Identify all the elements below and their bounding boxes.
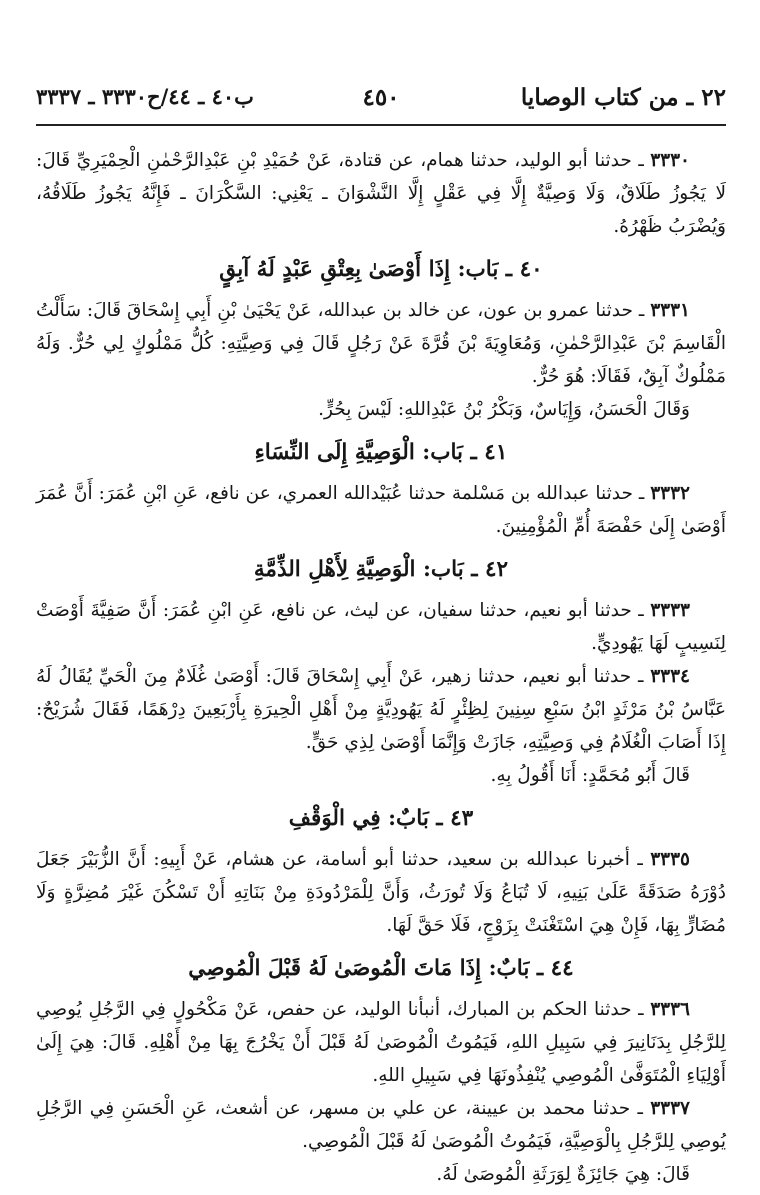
page-number: ٤٥٠ xyxy=(362,84,400,111)
chapter-heading: ٤٣ ـ بَابٌ: فِي الْوَقْفِ xyxy=(288,806,474,831)
hadith-paragraph xyxy=(36,594,726,660)
hadith-number: ٣٣٣٦ xyxy=(650,999,690,1020)
paragraph-text: ـ أخبرنا عبدالله بن سعيد، حدثنا أبو أسامة، عن هشام، عَنْ أَبِيهِ: أَنَّ الزُّبَيْرَ جَعَلَ دُوْرَهُ صَدَقَةً عَلَىٰ بَنِيهِ، لَا تُبَاعُ وَلَا تُورَثُ، وَأَنَّ لِلْمَرْدُودَةِ مِنْ بَنَاتِهِ أَنْ تَسْكُنَ غَيْرَ مُضِرَّةٍ وَلَا مُضَارٍّ بِهَا، فَإِنْ هِيَ اسْتَغْنَتْ بِزَوْجٍ، فَلَا حَقَّ لَهَا. xyxy=(36,849,726,936)
paragraph-text: وَقَالَ الْحَسَنُ، وَإِيَاسٌ، وَبَكْرُ بْنُ عَبْدِاللهِ: لَيْسَ بِحُرٍّ. xyxy=(318,399,690,420)
hadith-paragraph xyxy=(36,294,726,393)
hadith-paragraph xyxy=(36,1092,726,1158)
paragraph-text: ـ حدثنا أبو الوليد، حدثنا همام، عن قتادة، عَنْ حُمَيْدِ بْنِ عَبْدِالرَّحْمٰنِ الْحِمْيَرِيِّ قَالَ: لَا يَجُوزُ طَلَاقٌ، وَلَا وَصِيَّةٌ إِلَّا فِي عَقْلٍ إِلَّا النَّشْوَانَ ـ يَعْنِي: السَّكْرَانَ ـ فَإِنَّهُ يَجُوزُ طَلَاقُهُ، وَيُضْرَبُ ظَهْرُهُ. xyxy=(36,150,726,237)
hadith-paragraph xyxy=(36,477,726,543)
chapter-heading: ٤١ ـ بَاب: الْوَصِيَّةِ إِلَى النِّسَاءِ xyxy=(254,440,508,465)
paragraph-text: ـ حدثنا محمد بن عيينة، عن علي بن مسهر، عن أشعث، عَنِ الْحَسَنِ فِي الرَّجُلِ يُوصِي لِلرَّجُلِ بِالْوَصِيَّةِ، فَيَمُوتُ الْمُوصَىٰ لَهُ قَبْلَ الْمُوصِي. xyxy=(36,1098,726,1152)
commentary-paragraph xyxy=(36,1158,726,1191)
hadith-number: ٣٣٣٣ xyxy=(650,600,690,621)
page-body xyxy=(36,144,726,1191)
hadith-paragraph xyxy=(36,993,726,1092)
chapter-heading: ٤٠ ـ بَاب: إِذَا أَوْصَىٰ بِعِتْقِ عَبْدٍ لَهُ آبِقٍ xyxy=(219,257,543,282)
chapter-heading: ٤٢ ـ بَاب: الْوَصِيَّةِ لِأَهْلِ الذِّمَّةِ xyxy=(253,557,509,582)
paragraph-text: قَالَ: هِيَ جَائِزَةٌ لِوَرَثَةِ الْمُوصَىٰ لَهُ. xyxy=(436,1164,690,1185)
paragraph-text: ـ حدثنا عمرو بن عون، عن خالد بن عبدالله، عَنْ يَحْيَىٰ بْنِ أَبِي إِسْحَاقَ قَالَ: سَأَلْتُ الْقَاسِمَ بْنَ عَبْدِالرَّحْمٰنِ، وَمُعَاوِيَةَ بْنَ قُرَّةَ عَنْ رَجُلٍ قَالَ فِي وَصِيَّتِهِ: كُلُّ مَمْلُوكٍ لِي حُرٌّ. وَلَهُ مَمْلُوكٌ آبِقٌ، فَقَالَا: هُوَ حُرٌّ. xyxy=(36,300,726,387)
hadith-number: ٣٣٣٧ xyxy=(650,1098,690,1119)
chapter-heading: ٤٤ ـ بَابٌ: إِذَا مَاتَ الْمُوصَىٰ لَهُ قَبْلَ الْمُوصِي xyxy=(188,956,574,981)
hadith-number: ٣٣٣١ xyxy=(650,300,690,321)
hadith-paragraph xyxy=(36,144,726,243)
hadith-number: ٣٣٣٠ xyxy=(650,150,690,171)
hadith-number: ٣٣٣٤ xyxy=(650,666,690,687)
hadith-paragraph xyxy=(36,843,726,942)
paragraph-text: ـ حدثنا أبو نعيم، حدثنا سفيان، عن ليث، عن نافع، عَنِ ابْنِ عُمَرَ: أَنَّ صَفِيَّةَ أَوْصَتْ لِنَسِيبٍ لَهَا يَهُودِيٍّ. xyxy=(36,600,726,654)
commentary-paragraph xyxy=(36,393,726,426)
paragraph-text: ـ حدثنا الحكم بن المبارك، أنبأنا الوليد، عن حفص، عَنْ مَكْحُولٍ فِي الرَّجُلِ يُوصِي لِلرَّجُلِ بِدَنَانِيرَ فِي سَبِيلِ اللهِ، فَيَمُوتُ الْمُوصَىٰ لَهُ قَبْلَ أَنْ يَخْرُجَ بِهَا مِنْ أَهْلِهِ. قَالَ: هِيَ إِلَىٰ أَوْلِيَاءِ الْمُتَوَفَّىٰ الْمُوصِي يُنْفِذُونَهَا فِي سَبِيلِ اللهِ. xyxy=(36,999,726,1086)
hadith-number: ٣٣٣٢ xyxy=(650,483,690,504)
paragraph-text: ـ حدثنا عبدالله بن مَسْلمة حدثنا عُبَيْدالله العمري، عن نافع، عَنِ ابْنِ عُمَرَ: أَنَّ عُمَرَ أَوْصَىٰ إِلَىٰ حَفْصَةَ أُمِّ الْمُؤْمِنِينَ. xyxy=(36,483,726,537)
hadith-range-reference: ب٤٠ ـ ٤٤/ح٣٣٣٠ ـ ٣٣٣٧ xyxy=(36,84,254,109)
page-header xyxy=(36,84,726,126)
book-section-title: ٢٢ ـ من كتاب الوصايا xyxy=(520,84,726,111)
paragraph-text: قَالَ أَبُو مُحَمَّدٍ: أَنَا أَقُولُ بِهِ. xyxy=(490,765,690,786)
hadith-paragraph xyxy=(36,660,726,759)
hadith-number: ٣٣٣٥ xyxy=(650,849,690,870)
paragraph-text: ـ حدثنا أبو نعيم، حدثنا زهير، عَنْ أَبِي إِسْحَاقَ قَالَ: أَوْصَىٰ غُلَامٌ مِنَ الْحَيِّ يُقَالُ لَهُ عَبَّاسُ بْنُ مَرْثَدٍ ابْنُ سَبْعِ سِنِينَ لِظِئْرٍ لَهُ يَهُودِيَّةٍ مِنْ أَهْلِ الْحِيرَةِ بِأَرْبَعِينَ دِرْهَمًا، فَقَالَ شُرَيْحٌ: إِذَا أَصَابَ الْغُلَامُ فِي وَصِيَّتِهِ، جَازَتْ وَإِنَّمَا أَوْصَىٰ لِذِي حَقٍّ. xyxy=(36,666,726,753)
commentary-paragraph xyxy=(36,759,726,792)
